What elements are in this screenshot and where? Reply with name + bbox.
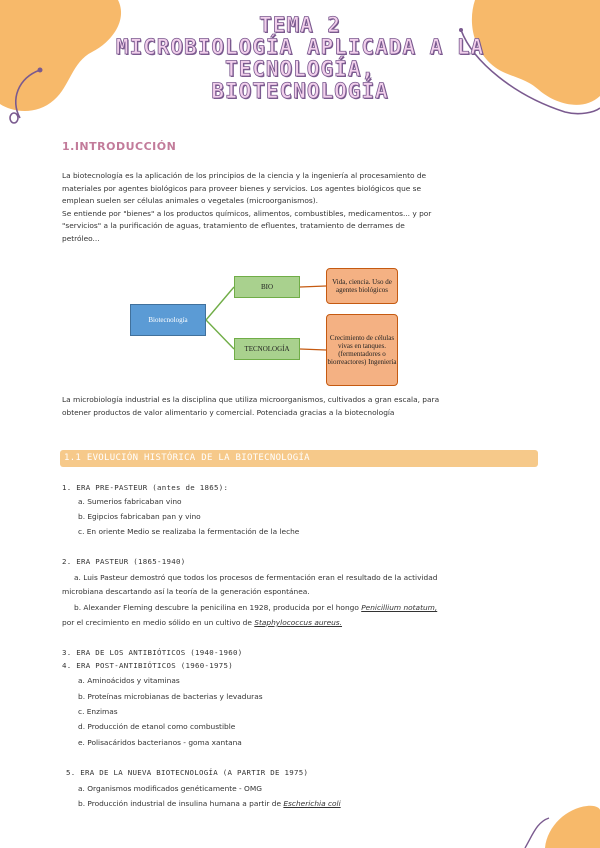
list-item: b. Proteínas microbianas de bacterias y levaduras <box>78 692 263 701</box>
list-item: a. Sumerios fabricaban vino <box>78 497 182 506</box>
diagram-node-tecnologia-description: Crecimiento de células vivas en tanques. (fermentadores o biorreactores) Ingeniería <box>326 314 398 386</box>
title-line-2: MICROBIOLOGÍA APLICADA A LA <box>115 35 485 60</box>
list-item: c. Enzimas <box>78 707 118 716</box>
list-item-continuation: microbiana descartando así la teoría de la generación espontánea. <box>62 587 310 596</box>
page-title <box>0 14 600 102</box>
era-4-heading: 4. ERA POST-ANTIBIÓTICOS (1960-1975) <box>62 661 233 670</box>
paragraph-line: Se entiende por "bienes" a los productos químicos, alimentos, combustibles, medicamentos... y por <box>62 208 432 218</box>
list-item: e. Polisacáridos bacterianos - goma xantana <box>78 738 242 747</box>
text-span: por el crecimiento en medio sólido en un cultivo de <box>62 618 255 627</box>
intro-paragraph <box>62 170 544 246</box>
text-span: b. Producción industrial de insulina humana a partir de <box>78 799 284 808</box>
diagram-node-bio-description: Vida, ciencia. Uso de agentes biológicos <box>326 268 398 304</box>
text-span: b. Alexander Fleming descubre la penicilina en 1928, producida por el hongo <box>74 603 362 612</box>
list-item: a. Aminoácidos y vitaminas <box>78 676 180 685</box>
paragraph-line: La biotecnología es la aplicación de los principios de la ciencia y la ingeniería al procesamiento de <box>62 171 427 180</box>
era-5-heading: 5. ERA DE LA NUEVA BIOTECNOLOGÍA (A PARTIR DE 1975) <box>66 768 309 777</box>
list-item: a. Luis Pasteur demostró que todos los procesos de fermentación eran el resultado de la actividad <box>74 573 438 582</box>
list-item-continuation <box>62 617 342 629</box>
species-name: Staphylococcus aureus. <box>254 618 343 627</box>
title-line-3: TECNOLOGÍA, <box>224 57 376 82</box>
era-1-heading: 1. ERA PRE-PASTEUR (antes de 1865): <box>62 483 229 492</box>
section-heading-evolucion-historica: 1.1 EVOLUCIÓN HISTÓRICA DE LA BIOTECNOLOGÍA <box>64 453 310 463</box>
paragraph-line: materiales por agentes biológicos para proveer bienes y servicios. Los agentes biológicos que se <box>62 183 422 193</box>
list-item <box>74 602 437 614</box>
paragraph-line: obtener productos de valor alimentario y comercial. Potenciada gracias a la biotecnología <box>62 407 395 417</box>
era-3-heading: 3. ERA DE LOS ANTIBIÓTICOS (1940-1960) <box>62 648 243 657</box>
list-item: c. En oriente Medio se realizaba la fermentación de la leche <box>78 527 300 536</box>
diagram-node-biotecnologia: Biotecnología <box>130 304 206 336</box>
biotech-diagram <box>130 266 402 390</box>
diagram-node-tecnologia: TECNOLOGÍA <box>234 338 300 360</box>
list-item: b. Egipcios fabricaban pan y vino <box>78 512 201 521</box>
era-2-heading: 2. ERA PASTEUR (1865-1940) <box>62 557 186 566</box>
paragraph-line: petróleo... <box>62 233 100 243</box>
species-name: Penicillium notatum, <box>361 603 438 612</box>
industrial-microbiology-paragraph <box>62 394 544 419</box>
list-item <box>78 798 341 810</box>
list-item: a. Organismos modificados genéticamente - OMG <box>78 784 262 793</box>
species-name: Escherichia coli <box>283 799 341 808</box>
title-line-1: TEMA 2 <box>259 13 341 37</box>
paragraph-line: emplean suelen ser células animales o vegetales (microorganismos). <box>62 196 318 206</box>
paragraph-line: "servicios" a la purificación de aguas, tratamiento de efluentes, tratamiento de derrames de <box>62 221 405 231</box>
title-line-4: BIOTECNOLOGÍA <box>211 79 389 104</box>
section-heading-introduccion: 1.INTRODUCCIÓN <box>62 140 177 153</box>
diagram-node-bio: BIO <box>234 276 300 298</box>
decorative-blob-bottom-right <box>515 800 600 848</box>
paragraph-line: La microbiología industrial es la disciplina que utiliza microorganismos, cultivados a gran escala, para <box>62 395 440 404</box>
list-item: d. Producción de etanol como combustible <box>78 722 236 731</box>
